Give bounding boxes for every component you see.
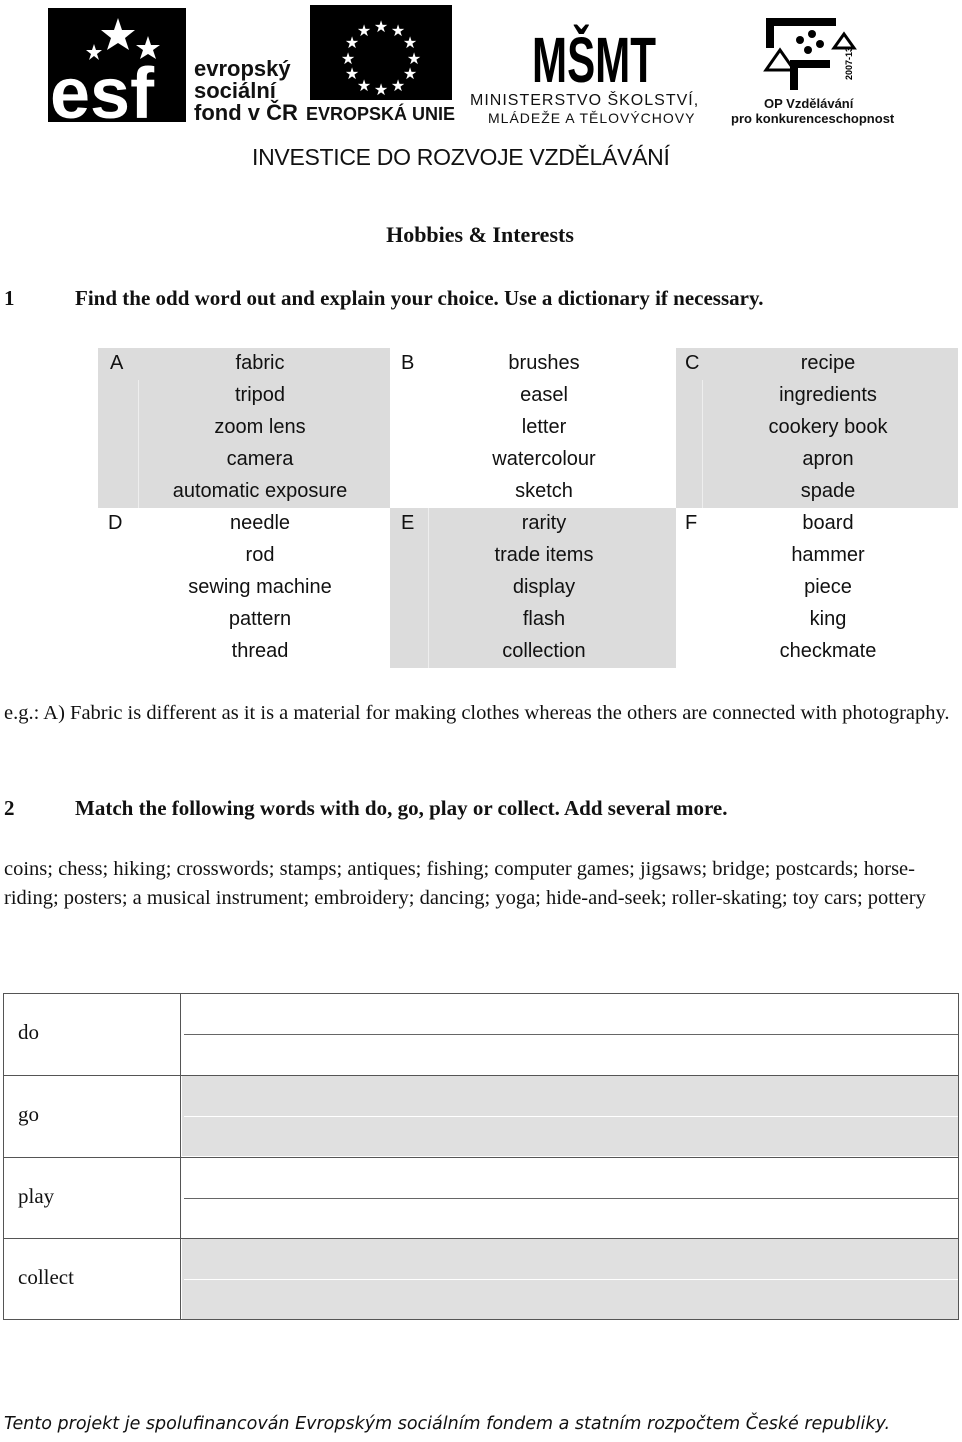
svg-text:2007-13: 2007-13	[844, 46, 854, 80]
group-f-word: checkmate	[779, 640, 877, 662]
svg-text:★: ★	[356, 76, 372, 95]
group-d-word: needle	[229, 512, 291, 534]
group-c-word: recipe	[800, 352, 856, 374]
exercise-1-number: 1	[4, 286, 15, 310]
msmt-logo	[532, 4, 721, 96]
group-c-word: spade	[800, 480, 856, 502]
exercise-1-instruction: Find the odd word out and explain your choice. Use a dictionary if necessary.	[75, 286, 764, 310]
row-label-play: play	[18, 1184, 55, 1208]
group-c-word: apron	[802, 448, 854, 470]
group-c-word: cookery book	[768, 416, 888, 438]
group-f-word: hammer	[791, 544, 865, 566]
group-d-word: pattern	[228, 608, 292, 630]
group-e-word: flash	[522, 608, 566, 630]
group-d-word: sewing machine	[188, 576, 332, 598]
exercise-2-instruction: Match the following words with do, go, play or collect. Add several more.	[75, 796, 728, 820]
group-e-word: rarity	[521, 512, 567, 534]
row-label-go: go	[18, 1102, 39, 1126]
group-b-word: easel	[520, 384, 568, 406]
svg-text:★: ★	[390, 76, 406, 95]
op-logo	[760, 10, 864, 94]
group-f-letter: F	[685, 512, 698, 534]
svg-text:MŠMT: MŠMT	[532, 24, 721, 96]
word-list: coins; chess; hiking; crosswords; stamps; antiques; fishing; computer games; jigsaws; bridge; postcards; horse-riding; posters; a musical instrument; embroidery; dancing; yoga; hide-and-seek; roller-skating; toy cars; pottery	[4, 858, 926, 909]
group-b-word: watercolour	[492, 448, 596, 470]
eu-label: EVROPSKÁ UNIE	[306, 104, 456, 124]
svg-text:★: ★	[373, 17, 389, 36]
row-label-do: do	[18, 1020, 39, 1044]
group-e-word: collection	[502, 640, 586, 662]
answer-table	[3, 993, 959, 1320]
op-line-1: OP Vzdělávání	[764, 96, 854, 111]
svg-text:esf: esf	[50, 54, 155, 134]
group-f-word: piece	[804, 576, 852, 598]
group-e-word: trade items	[494, 544, 594, 566]
esf-logo	[48, 8, 186, 134]
group-a-word: tripod	[234, 384, 286, 406]
group-b-word: brushes	[508, 352, 580, 374]
svg-text:★: ★	[340, 49, 356, 68]
svg-text:★: ★	[402, 33, 418, 52]
group-b-letter: B	[401, 352, 415, 374]
writing-line[interactable]	[184, 1279, 958, 1280]
group-d-letter: D	[108, 512, 123, 534]
writing-line[interactable]	[184, 1034, 958, 1035]
page-title: Hobbies & Interests	[386, 222, 574, 247]
group-f-word: king	[809, 608, 847, 630]
group-d-word: thread	[231, 640, 289, 662]
group-a-word: camera	[226, 448, 294, 470]
group-e-letter: E	[401, 512, 415, 534]
group-b-word: sketch	[515, 480, 573, 502]
group-a-word: automatic exposure	[172, 480, 348, 502]
msmt-line-1: MINISTERSTVO ŠKOLSTVÍ,	[470, 92, 700, 109]
group-c-letter: C	[685, 352, 700, 374]
msmt-line-2: MLÁDEŽE A TĚLOVÝCHOVY	[488, 110, 696, 126]
footer-note: Tento projekt je spolufinancován Evropským sociálním fondem a statním rozpočtem České republiky.	[4, 1414, 891, 1434]
group-c-word: ingredients	[779, 384, 877, 406]
group-a-word: zoom lens	[214, 416, 306, 438]
eu-flag	[310, 5, 452, 100]
example-text: e.g.: A) Fabric is different as it is a material for making clothes whereas the others are connected with photography.	[4, 702, 950, 724]
op-line-2: pro konkurenceschopnost	[731, 111, 895, 126]
svg-text:★: ★	[344, 64, 360, 83]
svg-text:★: ★	[344, 33, 360, 52]
exercise-2-number: 2	[4, 796, 15, 820]
investice-banner: INVESTICE DO ROZVOJE VZDĚLÁVÁNÍ	[252, 144, 670, 170]
group-e-word: display	[512, 576, 576, 598]
group-a-letter: A	[110, 352, 124, 374]
writing-line[interactable]	[184, 1116, 958, 1117]
svg-text:★: ★	[406, 49, 422, 68]
writing-line[interactable]	[184, 1198, 958, 1199]
svg-text:★: ★	[402, 64, 418, 83]
esf-label: evropský sociální fond v ČR	[194, 56, 298, 125]
svg-text:★: ★	[390, 21, 406, 40]
group-d-word: rod	[245, 544, 275, 566]
group-b-word: letter	[521, 416, 567, 438]
svg-text:★: ★	[356, 21, 372, 40]
svg-text:★: ★	[373, 80, 389, 99]
group-f-word: board	[802, 512, 854, 534]
group-a-word: fabric	[235, 352, 285, 374]
row-label-collect: collect	[18, 1265, 74, 1289]
